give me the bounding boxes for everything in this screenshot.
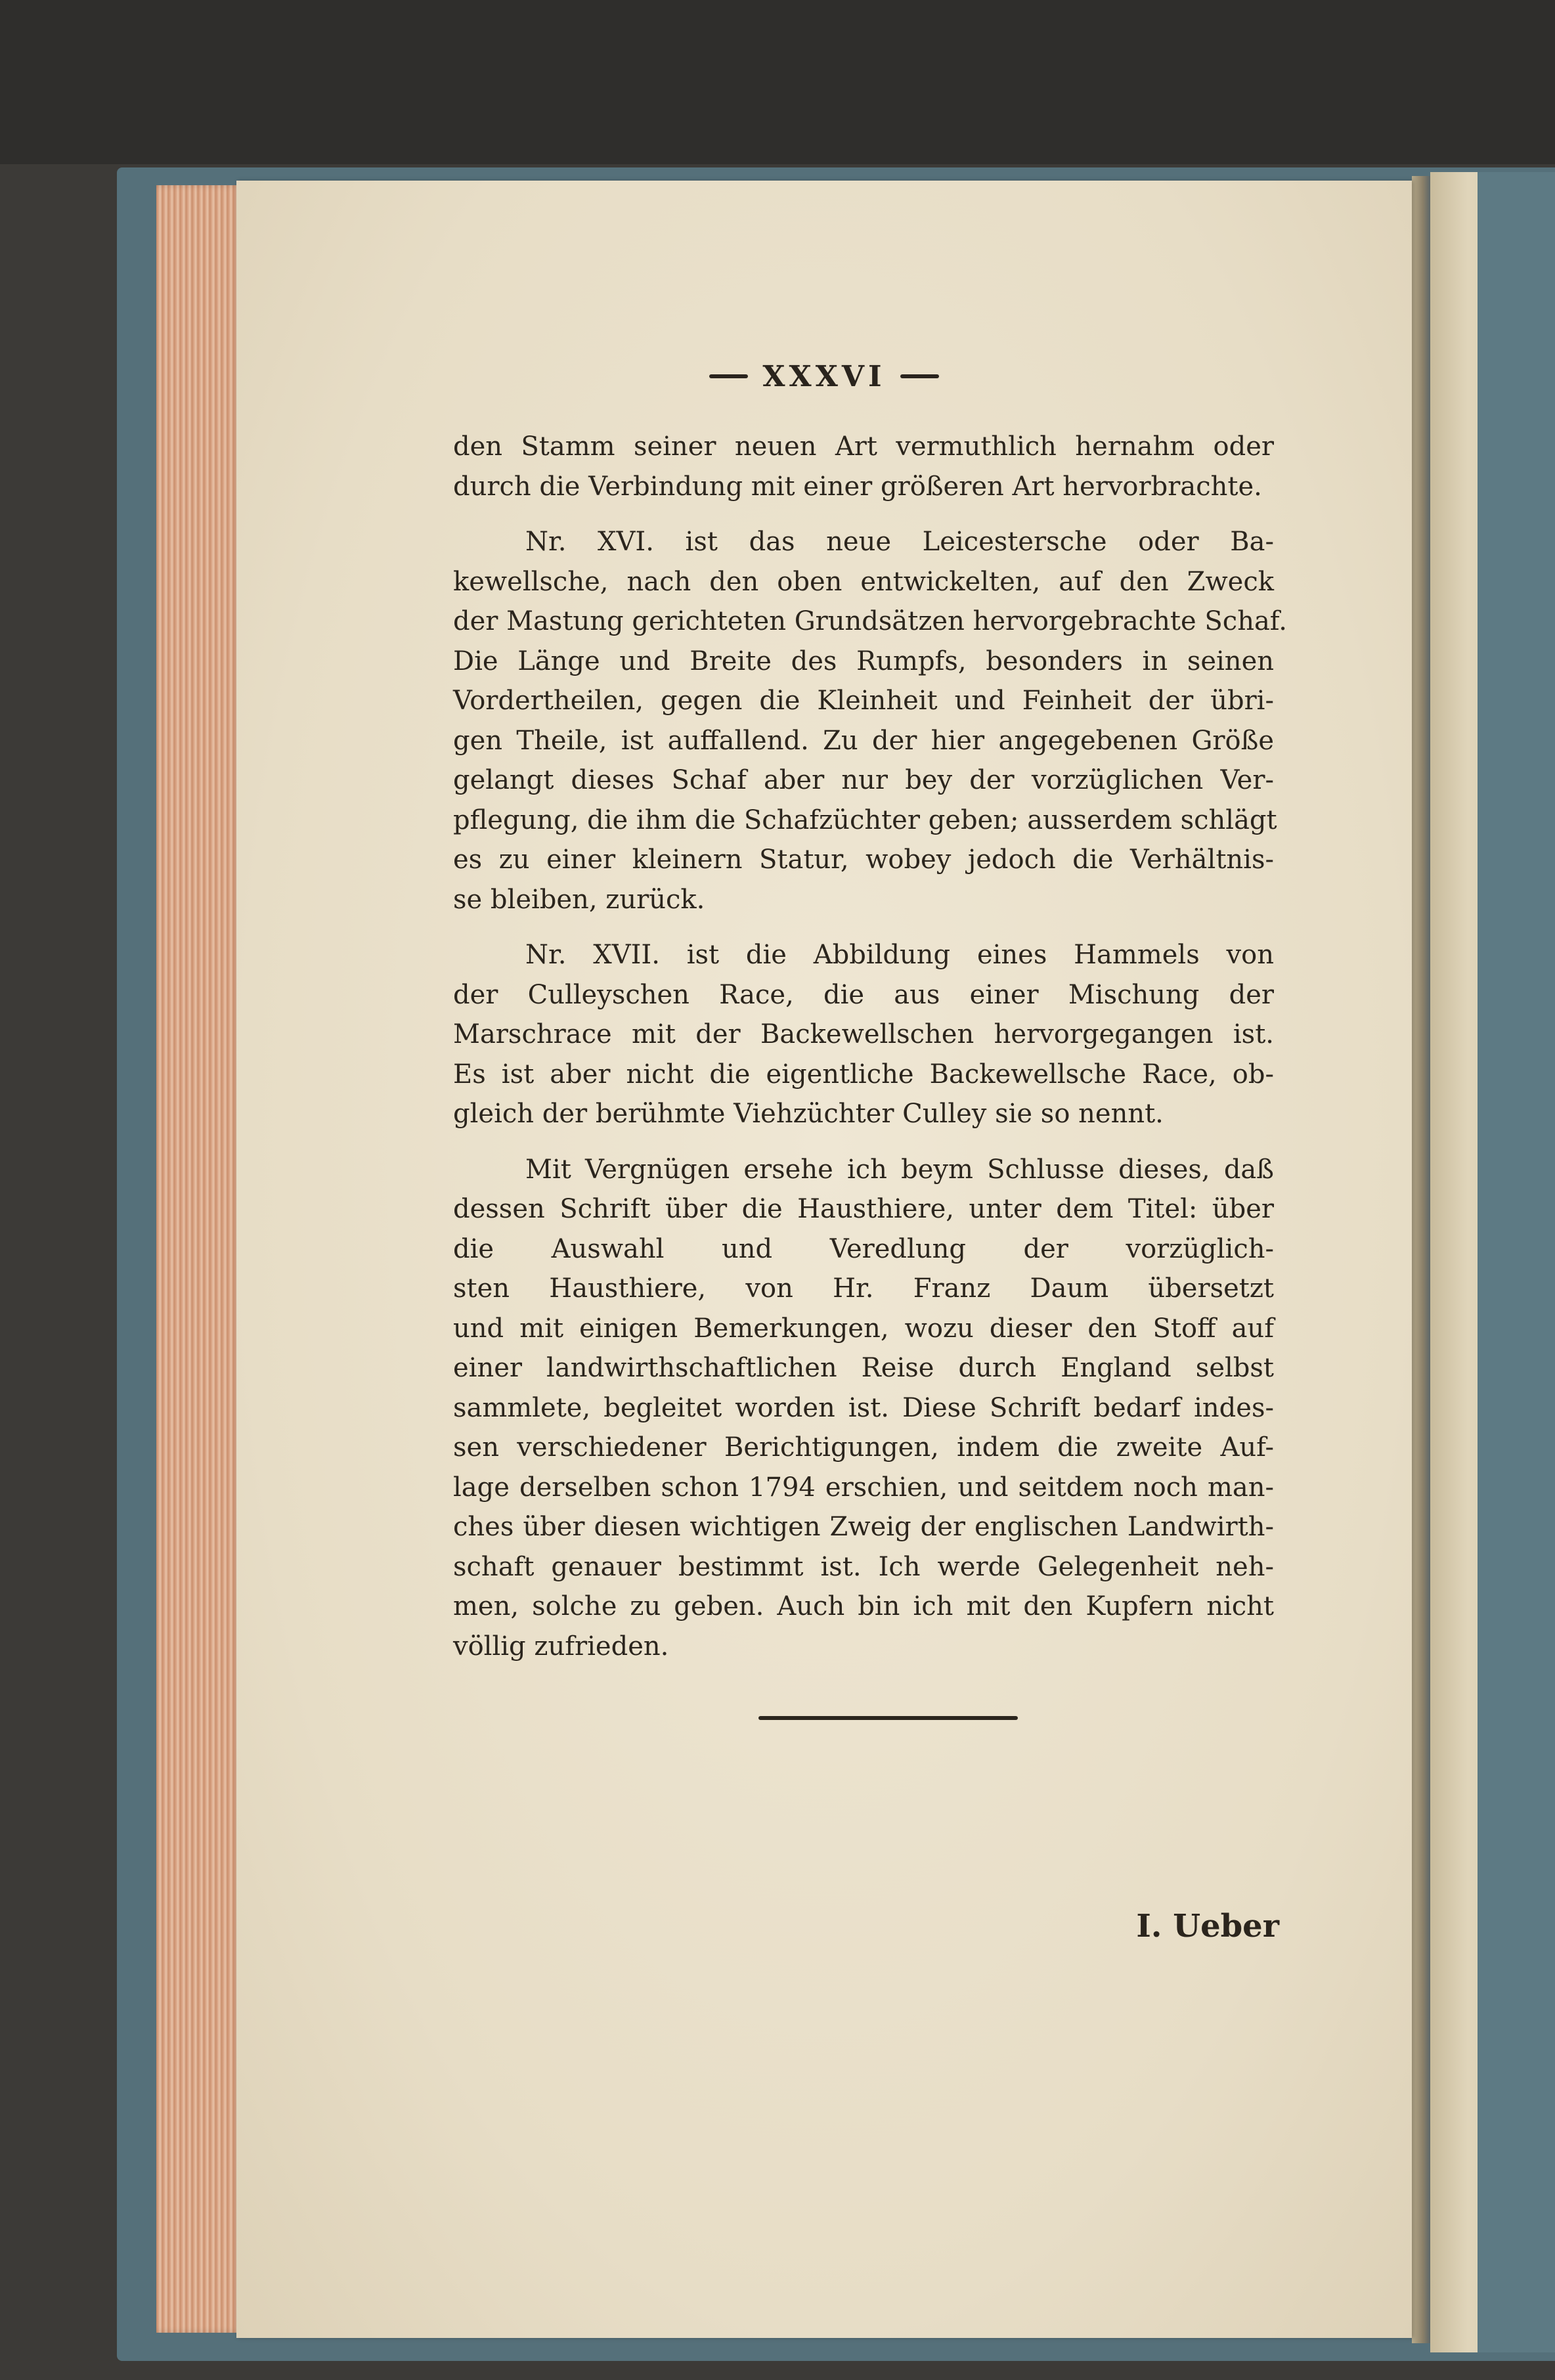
text-line: die Auswahl und Veredlung der vorzüglich- bbox=[453, 1233, 1274, 1264]
page-number: XXXVI bbox=[762, 359, 886, 393]
text-line: und mit einigen Bemerkungen, wozu dieser den Stoff auf bbox=[453, 1313, 1274, 1344]
text-line: gleich der berühmte Viehzüchter Culley sie so nennt. bbox=[453, 1099, 1164, 1129]
text-line: durch die Verbindung mit einer größeren Art hervorbrachte. bbox=[453, 471, 1262, 502]
text-line: men, solche zu geben. Auch bin ich mit den Kupfern nicht bbox=[453, 1591, 1274, 1621]
running-head bbox=[709, 353, 939, 399]
text-line: sten Hausthiere, von Hr. Franz Daum übersetzt bbox=[453, 1273, 1274, 1304]
text-line: Nr. XVII. ist die Abbildung eines Hammels von bbox=[525, 940, 1274, 970]
text-line: Nr. XVI. ist das neue Leicestersche oder Ba- bbox=[525, 527, 1274, 557]
text-line: der Culleyschen Race, die aus einer Mischung der bbox=[453, 979, 1274, 1010]
text-line: schaft genauer bestimmt ist. Ich werde Gelegenheit neh- bbox=[453, 1551, 1274, 1582]
ornament-dash-left bbox=[709, 374, 748, 378]
text-line: Vordertheilen, gegen die Kleinheit und Feinheit der übri- bbox=[453, 686, 1274, 716]
body-text bbox=[453, 427, 1287, 1666]
text-line: Marschrace mit der Backewellschen hervorgegangen ist. bbox=[453, 1019, 1274, 1049]
section-rule bbox=[758, 1716, 1018, 1720]
text-line: Mit Vergnügen ersehe ich beym Schlusse dieses, daß bbox=[525, 1154, 1274, 1185]
text-line: Die Länge und Breite des Rumpfs, besonders in seinen bbox=[453, 646, 1274, 676]
text-line: sammlete, begleitet worden ist. Diese Schrift bedarf indes- bbox=[453, 1392, 1274, 1423]
text-line: lage derselben schon 1794 erschien, und seitdem noch man- bbox=[453, 1472, 1274, 1503]
text-line: dessen Schrift über die Hausthiere, unter dem Titel: über bbox=[453, 1194, 1274, 1224]
text-line: völlig zufrieden. bbox=[453, 1631, 669, 1662]
catchword: I. Ueber bbox=[1136, 1908, 1279, 1945]
text-line: kewellsche, nach den oben entwickelten, auf den Zweck bbox=[453, 566, 1274, 597]
text-line: pflegung, die ihm die Schafzüchter geben; ausserdem schlägt bbox=[453, 804, 1277, 835]
text-line: einer landwirthschaftlichen Reise durch England selbst bbox=[453, 1353, 1274, 1383]
text-line: gen Theile, ist auffallend. Zu der hier angegebenen Größe bbox=[453, 725, 1274, 756]
ornament-dash-right bbox=[900, 374, 939, 378]
text-line: Es ist aber nicht die eigentliche Backewellsche Race, ob- bbox=[453, 1059, 1274, 1090]
text-line: den Stamm seiner neuen Art vermuthlich hernahm oder bbox=[453, 431, 1274, 462]
text-line: es zu einer kleinern Statur, wobey jedoch die Verhältnis- bbox=[453, 845, 1274, 875]
text-line: der Mastung gerichteten Grundsätzen hervorgebrachte Schaf. bbox=[453, 606, 1287, 636]
background-top bbox=[0, 0, 1555, 164]
book-gutter bbox=[1412, 176, 1430, 2343]
text-line: sen verschiedener Berichtigungen, indem die zweite Auf- bbox=[453, 1432, 1274, 1463]
facing-cover bbox=[1478, 172, 1555, 2352]
text-line: gelangt dieses Schaf aber nur bey der vorzüglichen Ver- bbox=[453, 765, 1274, 795]
text-line: ches über diesen wichtigen Zweig der englischen Landwirth- bbox=[453, 1512, 1274, 1542]
page-edges bbox=[156, 185, 242, 2333]
text-line: se bleiben, zurück. bbox=[453, 884, 705, 915]
